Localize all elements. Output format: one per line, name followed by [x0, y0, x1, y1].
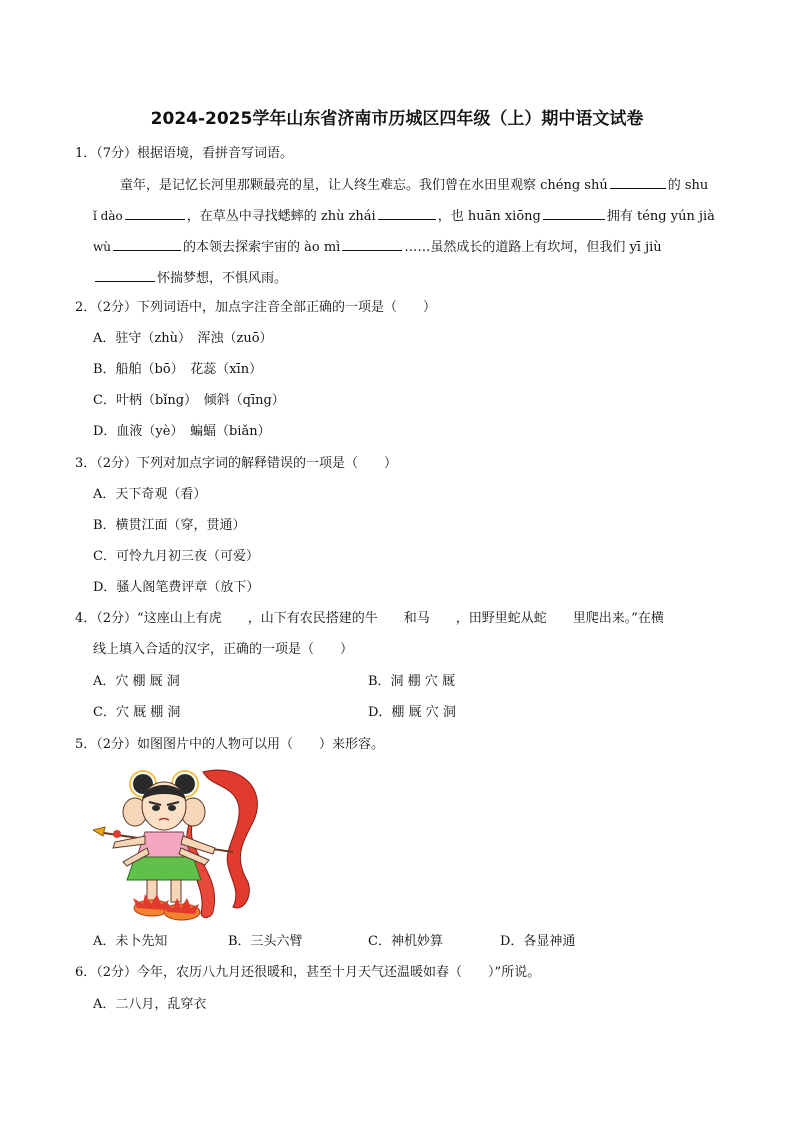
question-5-option-d[interactable]: D．各显神通	[500, 934, 576, 949]
question-4-stem-continued: 线上填入合适的汉字，正确的一项是（ ）	[93, 642, 354, 657]
question-5-option-a[interactable]: A．未卜先知	[93, 934, 168, 949]
question-5-stem: 5．（2分）如图图片中的人物可以用（ ）来形容。	[75, 737, 385, 752]
question-3-stem: 3．（2分）下列对加点字词的解释错误的一项是（ ）	[75, 456, 398, 471]
q1-text: ，在草丛中寻找蟋蟀的 zhù zhái	[186, 209, 376, 224]
answer-blank[interactable]	[125, 206, 185, 220]
question-5-option-b[interactable]: B．三头六臂	[228, 934, 303, 949]
question-3-option-a[interactable]: A．天下奇观（看）	[93, 487, 207, 502]
question-2-option-c[interactable]: C．叶柄（bǐng） 倾斜（qīng）	[93, 393, 285, 408]
answer-blank[interactable]	[610, 175, 666, 189]
q1-text: ，也 huān xiōng	[437, 209, 541, 224]
answer-blank[interactable]	[378, 206, 436, 220]
question-4-option-d[interactable]: D．棚 厩 穴 洞	[368, 705, 456, 720]
q1-text: 拥有 téng yún jià	[606, 209, 715, 224]
question-2-option-d[interactable]: D．血液（yè） 蝙蝠（biǎn）	[93, 424, 271, 439]
nezha-illustration	[93, 762, 268, 922]
question-4-option-a[interactable]: A．穴 棚 厩 洞	[93, 674, 180, 689]
q1-text: 的本领去探索宇宙的 ào mì	[183, 240, 341, 255]
question-3-option-b[interactable]: B．横贯江面（穿，贯通）	[93, 518, 246, 533]
question-6-option-a[interactable]: A．二八月，乱穿衣	[93, 997, 207, 1012]
question-4-option-c[interactable]: C．穴 厩 棚 洞	[93, 705, 181, 720]
exam-title: 2024-2025学年山东省济南市历城区四年级（上）期中语文试卷	[150, 109, 644, 129]
q1-text: 童年，是记忆长河里那颗最亮的星，让人终生难忘。我们曾在水田里观察 chéng shú	[120, 178, 608, 193]
answer-blank[interactable]	[95, 268, 155, 282]
q1-text: 的 shu	[667, 178, 709, 193]
question-5-option-c[interactable]: C．神机妙算	[368, 934, 443, 949]
answer-blank[interactable]	[543, 206, 605, 220]
question-4-stem: 4．（2分）“这座山上有虎 ，山下有农民搭建的牛 和马 ，田野里蛇从蛇 里爬出来。”在横	[75, 611, 664, 626]
q1-text: wù	[93, 240, 111, 254]
question-2-option-a[interactable]: A．驻守（zhù） 浑浊（zuō）	[93, 331, 273, 346]
answer-blank[interactable]	[113, 237, 181, 251]
question-4-option-b[interactable]: B．洞 棚 穴 厩	[368, 674, 455, 689]
answer-blank[interactable]	[342, 237, 402, 251]
question-3-option-c[interactable]: C．可怜九月初三夜（可爱）	[93, 549, 259, 564]
question-1-line-3	[93, 237, 662, 257]
question-1-line-2	[93, 206, 715, 226]
question-2-option-b[interactable]: B．船舶（bō） 花蕊（xīn）	[93, 362, 263, 377]
question-2-stem: 2．（2分）下列词语中，加点字注音全部正确的一项是（ ）	[75, 300, 437, 315]
question-1-stem: 1．（7分）根据语境，看拼音写词语。	[75, 146, 294, 161]
q1-text: ǐ dào	[93, 209, 123, 223]
q1-text: ……虽然成长的道路上有坎坷，但我们 yī jiù	[404, 240, 662, 255]
question-1-line-4	[93, 268, 287, 288]
question-3-option-d[interactable]: D．骚人阁笔费评章（放下）	[93, 580, 260, 595]
question-1-line-1	[120, 175, 708, 195]
q1-text: 怀揣梦想，不惧风雨。	[157, 271, 288, 286]
question-6-stem: 6．（2分）今年，农历八九月还很暖和，甚至十月天气还温暖如春（ ）”所说。	[75, 965, 541, 980]
